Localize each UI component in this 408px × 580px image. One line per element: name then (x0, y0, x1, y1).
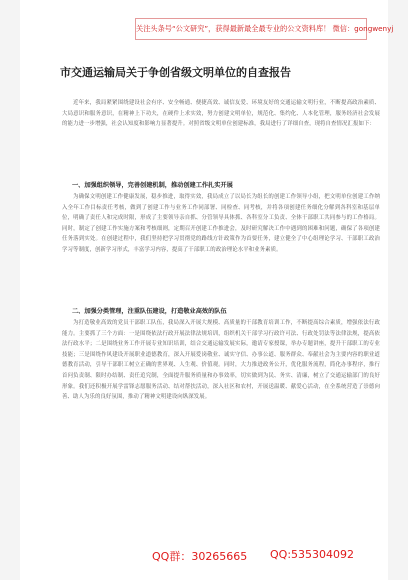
section-1-paragraph: 为确保文明创建工作健康发展，稳步推进，取得实效，我局成立了以局长为组长的创建工作领导小组，把文明单位创建工作纳入全年工作目标责任考核，做到了创建工作与业务工作同部署、同检查、同考核，并将各项创建任务细化分解到各科室和基层单位，明确了责任人和完成时限，形成了主要领导亲自抓、分管领导具体抓、各科室分工负责、全体干部职工共同参与的工作格局。同时，制定了创建工作实施方案和考核细则，定期召开创建工作推进会，及时研究解决工作中遇到的困难和问题，确保了各项创建任务落到实处。在创建过程中，我们坚持把学习贯彻党的路线方针政策作为首要任务，建立健全了中心组理论学习、干部职工政治学习等制度，创新学习形式，丰富学习内容，提高了干部职工的政治理论水平和业务素质。 (62, 194, 380, 253)
qq-contact-text: QQ:535304092 (270, 548, 355, 561)
document-title: 市交通运输局关于争创省级文明单位的自查报告 (60, 66, 291, 79)
document-page (20, 0, 394, 580)
promo-banner: 关注头条号“公文研究”，获得最新最全最专业的公文资料库！ 微信：gongwenyj (135, 18, 367, 40)
section-heading-2: 二、加强分类管理，注重队伍建设，打造敬业高效的队伍 (72, 308, 227, 315)
section-heading-1: 一、加强组织领导，完善创建机制，推动创建工作扎实开展 (72, 182, 233, 189)
contact-footer (0, 548, 408, 568)
intro-paragraph: 近年来，我局紧紧围绕建设社会有序、安全畅通、便捷高效、诚信友爱、环境友好的交通运输文明行业，不断提高政治素质、大局意识和服务意识，在精神上下功夫，在硬件上求实效，努力创建文明单位，规范化、集约化、人本化管理，服务经济社会发展的能力进一步增强，社会认知度和影响力显著提升。对照省级文明单位创建标准，我局进行了详细自查，现将自查情况汇报如下： (62, 100, 380, 128)
section-2-paragraph: 为打造敬业高效的党员干部职工队伍，我局深入开展大规模、高质量的干部教育培训工作，不断提高综合素质，增强依法行政能力。主要抓了三个方面：一是围绕依法行政开展法律法规培训，组织机关干部学习行政许可法、行政处罚法等法律法规，提高依法行政水平；二是围绕业务工作开展专业知识培训，结合交通运输发展实际，邀请专家授课，举办专题讲座，提升干部职工的专业技能；三是围绕作风建设开展职业道德教育，深入开展爱岗敬业、诚实守信、办事公道、服务群众、奉献社会为主要内容的职业道德教育活动，引导干部职工树立正确的世界观、人生观、价值观。同时，大力推进政务公开，优化服务流程，简化办事程序，推行首问负责制、限时办结制、责任追究制，全面提升服务质量和办事效率，切实做到为民、务实、清廉，树立了交通运输部门的良好形象。我们还积极开展学雷锋志愿服务活动、结对帮扶活动，深入社区和农村，开展送温暖、献爱心活动，在全系统营造了崇德向善、助人为乐的良好氛围，推动了精神文明建设向纵深发展。 (62, 320, 380, 401)
qq-group-text: QQ群：30265665 (152, 550, 248, 563)
